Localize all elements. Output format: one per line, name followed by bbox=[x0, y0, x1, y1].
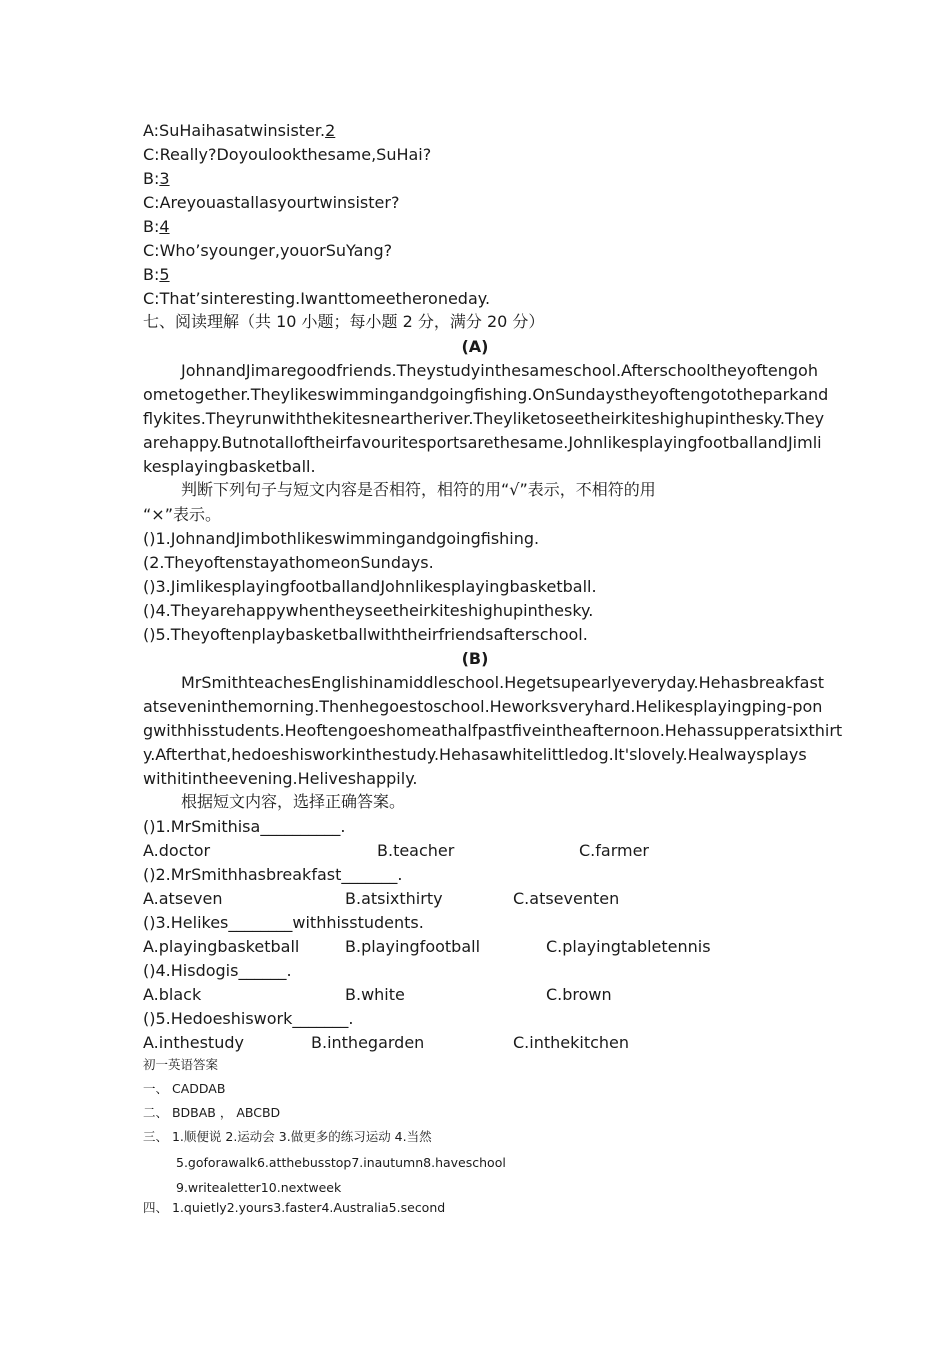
passage-b-line: gwithhisstudents.Heoftengoeshomeathalfpastfiveintheafternoon.Hehassupperatsixthirt bbox=[143, 721, 843, 740]
passage-b-line: y.Afterthat,hedoeshisworkinthestudy.Hehasawhitelittledog.It'slovely.Healwaysplays bbox=[143, 745, 807, 764]
part-a-label: (A) bbox=[461, 337, 489, 356]
question-4-option-b: B.white bbox=[345, 985, 405, 1004]
passage-b-line: withitintheevening.Heliveshappily. bbox=[143, 769, 418, 788]
answers-title: 初一英语答案 bbox=[143, 1057, 219, 1072]
judgement-item-4: ()4.Theyarehappywhentheyseetheirkiteshighupinthesky. bbox=[143, 601, 594, 620]
passage-b-line: atseveninthemorning.Thenhegoestoschool.Heworksveryhard.Helikesplayingping-pon bbox=[143, 697, 823, 716]
question-5: ()5.Hedoeshiswork_______. bbox=[143, 1009, 354, 1028]
question-3: ()3.Helikes________withhisstudents. bbox=[143, 913, 424, 932]
question-1-option-c: C.farmer bbox=[579, 841, 649, 860]
answers-line: 一、 CADDAB bbox=[143, 1081, 226, 1096]
question-5-option-a: A.inthestudy bbox=[143, 1033, 244, 1052]
instruction-a-line-1: 判断下列句子与短文内容是否相符，相符的用“√”表示，不相符的用 bbox=[181, 480, 656, 499]
instruction-a-line-2: “×”表示。 bbox=[143, 505, 221, 524]
judgement-item-3: ()3.JimlikesplayingfootballandJohnlikesplayingbasketball. bbox=[143, 577, 597, 596]
dialogue-blank-2: 2 bbox=[325, 121, 336, 140]
section-heading: 七、阅读理解（共 10 小题；每小题 2 分，满分 20 分） bbox=[143, 312, 545, 331]
judgement-item-1: ()1.JohnandJimbothlikeswimmingandgoingfishing. bbox=[143, 529, 540, 548]
question-3-option-a: A.playingbasketball bbox=[143, 937, 300, 956]
judgement-item-2: (2.TheyoftenstayathomeonSundays. bbox=[143, 553, 434, 572]
question-1: ()1.MrSmithisa__________. bbox=[143, 817, 346, 836]
question-4-option-a: A.black bbox=[143, 985, 202, 1004]
dialogue-line-6: C:Who’syounger,youorSuYang? bbox=[143, 241, 393, 260]
judgement-item-5: ()5.Theyoftenplaybasketballwiththeirfriendsafterschool. bbox=[143, 625, 588, 644]
instruction-b: 根据短文内容，选择正确答案。 bbox=[181, 792, 406, 811]
dialogue-blank-5: 5 bbox=[159, 265, 170, 284]
question-2: ()2.MrSmithhasbreakfast_______. bbox=[143, 865, 403, 884]
question-4: ()4.Hisdogis______. bbox=[143, 961, 292, 980]
answers-line: 5.goforawalk6.atthebusstop7.inautumn8.haveschool bbox=[176, 1155, 506, 1170]
passage-a-line: flykites.Theyrunwiththekitesneartheriver.Theyliketoseetheirkiteshighupinthesky.They bbox=[143, 409, 825, 428]
question-1-option-b: B.teacher bbox=[377, 841, 455, 860]
passage-a-line: ometogether.Theylikeswimmingandgoingfishing.OnSundaystheyoftengototheparkand bbox=[143, 385, 829, 404]
dialogue-line-8: C:That’sinteresting.Iwanttomeetheroneday. bbox=[143, 289, 491, 308]
question-4-option-c: C.brown bbox=[546, 985, 612, 1004]
dialogue-line-3: B:3 bbox=[143, 169, 170, 188]
dialogue-line-7: B:5 bbox=[143, 265, 170, 284]
question-1-option-a: A.doctor bbox=[143, 841, 211, 860]
question-2-option-b: B.atsixthirty bbox=[345, 889, 443, 908]
dialogue-line-2: C:Really?Doyoulookthesame,SuHai? bbox=[143, 145, 432, 164]
answers-line: 四、 1.quietly2.yours3.faster4.Australia5.second bbox=[143, 1200, 446, 1215]
question-3-option-c: C.playingtabletennis bbox=[546, 937, 711, 956]
question-3-option-b: B.playingfootball bbox=[345, 937, 481, 956]
passage-a-line: kesplayingbasketball. bbox=[143, 457, 316, 476]
passage-a-line: arehappy.Butnotalloftheirfavouritesportsarethesame.JohnlikesplayingfootballandJimli bbox=[143, 433, 822, 452]
passage-a-line: JohnandJimaregoodfriends.Theystudyinthesameschool.Afterschooltheyoftengoh bbox=[181, 361, 818, 380]
answers-line: 9.writealetter10.nextweek bbox=[176, 1180, 342, 1195]
dialogue-blank-3: 3 bbox=[159, 169, 170, 188]
dialogue-line-5: B:4 bbox=[143, 217, 170, 236]
answers-line: 二、 BDBAB ， ABCBD bbox=[143, 1105, 281, 1120]
dialogue-blank-4: 4 bbox=[159, 217, 170, 236]
dialogue-line-4: C:Areyouastallasyourtwinsister? bbox=[143, 193, 400, 212]
question-2-option-a: A.atseven bbox=[143, 889, 223, 908]
question-2-option-c: C.atseventen bbox=[513, 889, 620, 908]
answers-line: 三、 1.顺便说 2.运动会 3.做更多的练习运动 4.当然 bbox=[143, 1129, 432, 1144]
dialogue-line-1: A:SuHaihasatwinsister.2 bbox=[143, 121, 336, 140]
passage-b-line: MrSmithteachesEnglishinamiddleschool.Hegetsupearlyeveryday.Hehasbreakfast bbox=[181, 673, 825, 692]
part-b-label: (B) bbox=[461, 649, 489, 668]
question-5-option-b: B.inthegarden bbox=[311, 1033, 425, 1052]
question-5-option-c: C.inthekitchen bbox=[513, 1033, 630, 1052]
